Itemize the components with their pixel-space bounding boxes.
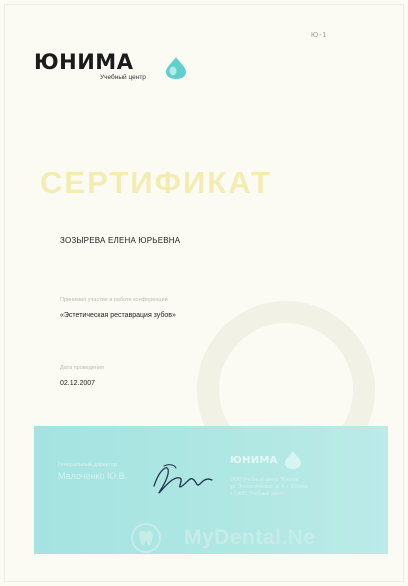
tooth-watermark-icon (130, 522, 162, 554)
participation-label: Принимал участие в работе конференции (60, 297, 168, 303)
corner-mark: Ю-1 (311, 32, 328, 39)
mydental-watermark: MyDental.Ne (184, 526, 316, 549)
footer-band (34, 426, 388, 554)
date-label: Дата проведения (60, 365, 104, 371)
footer-drop-icon (284, 450, 302, 470)
address-line: ООО Учебный центр "Юнима" (230, 477, 301, 483)
address-line: ул. Зоологическая, д. 4, г. Москва (230, 484, 308, 490)
director-label: Генеральный директор (58, 462, 117, 468)
recipient-name: ЗОЗЫРЕВА ЕЛЕНА ЮРЬЕВНА (60, 236, 181, 245)
director-name: Малоченко Ю.В. (58, 471, 128, 481)
certificate-title: СЕРТИФИКАТ (40, 165, 272, 200)
brand-subtitle: Учебный центр (100, 74, 146, 81)
footer-logo: ЮНИМА (230, 455, 278, 466)
signature-icon (146, 452, 214, 502)
brand-logo: ЮНИМА (34, 50, 134, 74)
event-title: «Эстетическая реставрация зубов» (60, 312, 176, 319)
drop-logo-icon (165, 56, 187, 80)
address-line: +7(495) Учебный центр (230, 491, 285, 497)
date-value: 02.12.2007 (60, 380, 96, 387)
